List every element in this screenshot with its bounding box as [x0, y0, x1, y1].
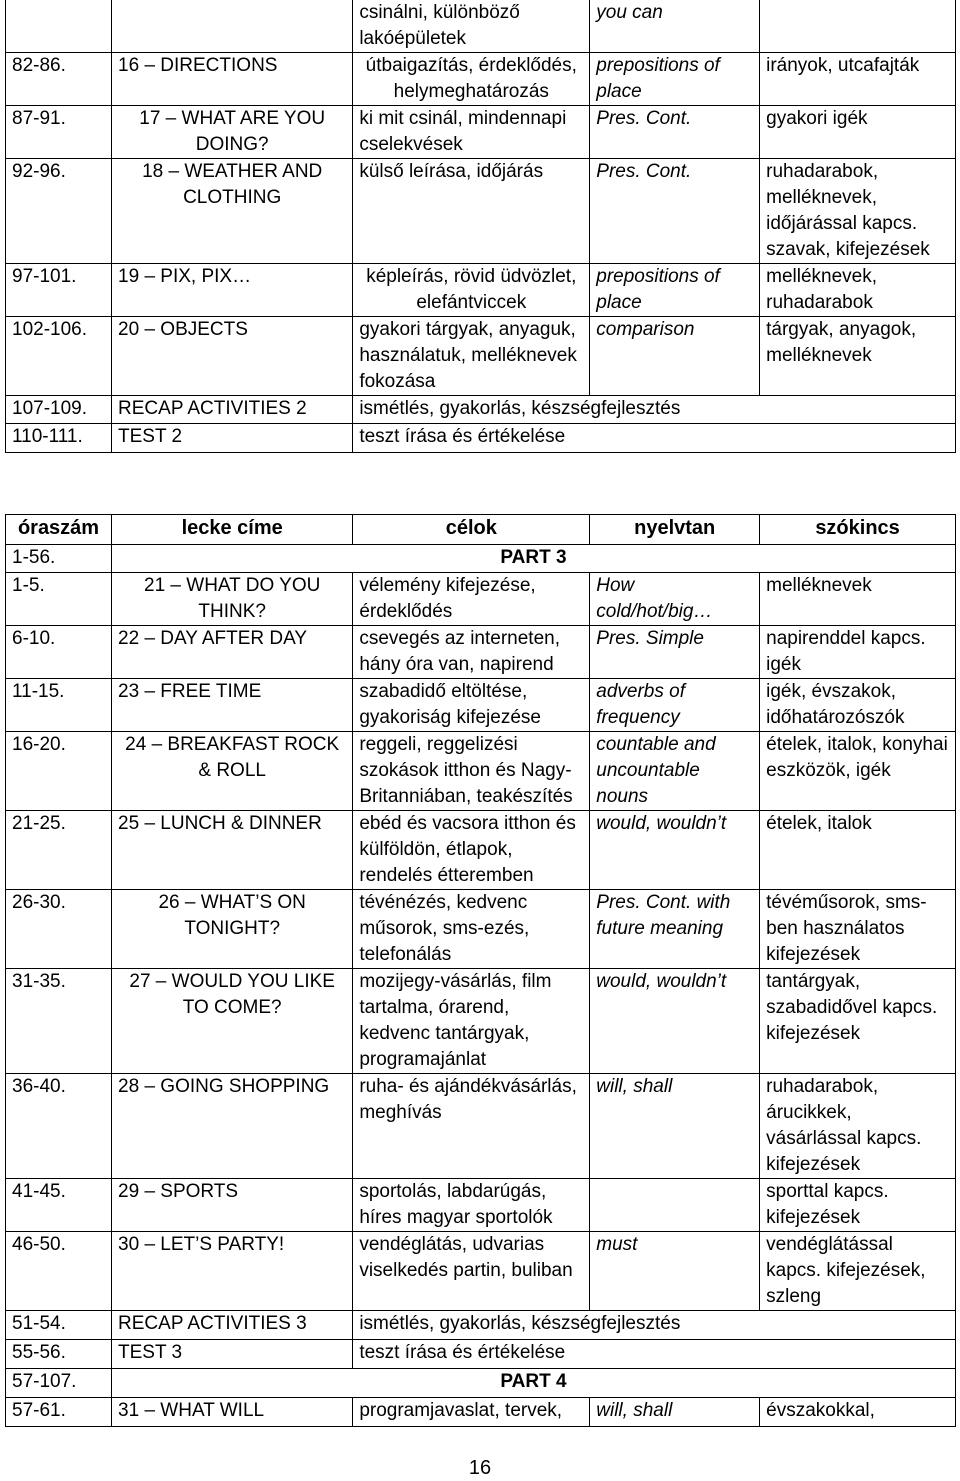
part-row	[6, 1369, 956, 1398]
lesson-title: 23 – FREE TIME	[112, 679, 353, 732]
header-grammar: nyelvtan	[590, 515, 760, 545]
lesson-grammar: Pres. Cont. with future meaning	[590, 890, 760, 969]
lesson-title: 25 – LUNCH & DINNER	[112, 811, 353, 890]
lesson-title: 31 – WHAT WILL	[112, 1398, 353, 1427]
lesson-goals: ki mit csinál, mindennapi cselekvések	[353, 106, 590, 159]
lesson-title: 27 – WOULD YOU LIKE TO COME?	[112, 969, 353, 1074]
lesson-grammar: would, wouldn’t	[590, 969, 760, 1074]
lesson-hours: 21-25.	[6, 811, 112, 890]
table-row	[6, 1074, 956, 1179]
table-row	[6, 396, 956, 424]
lesson-vocab: tantárgyak, szabadidővel kapcs. kifejezések	[760, 969, 956, 1074]
header-goals: célok	[353, 515, 590, 545]
header-hours: óraszám	[6, 515, 112, 545]
lesson-grammar: will, shall	[590, 1398, 760, 1427]
table-row	[6, 811, 956, 890]
lesson-goals: reggeli, reggelizési szokások itthon és Nagy-Britanniában, teakészítés	[353, 732, 590, 811]
lesson-title: 29 – SPORTS	[112, 1179, 353, 1232]
table-row	[6, 573, 956, 626]
lesson-goals: sportolás, labdarúgás, híres magyar sportolók	[353, 1179, 590, 1232]
lesson-hours: 110-111.	[6, 424, 112, 453]
lesson-vocab: irányok, utcafajták	[760, 53, 956, 106]
lesson-hours: 1-5.	[6, 573, 112, 626]
table-row	[6, 317, 956, 396]
lesson-grammar: countable and uncountable nouns	[590, 732, 760, 811]
header-lesson: lecke címe	[112, 515, 353, 545]
lesson-vocab: ételek, italok, konyhai eszközök, igék	[760, 732, 956, 811]
table-row	[6, 1179, 956, 1232]
lesson-goals: képleírás, rövid üdvözlet, elefántviccek	[353, 264, 590, 317]
table-header-row	[6, 515, 956, 545]
lesson-hours: 82-86.	[6, 53, 112, 106]
curriculum-table-part3	[5, 514, 956, 1427]
lesson-vocab: igék, évszakok, időhatározószók	[760, 679, 956, 732]
lesson-goals: külső leírása, időjárás	[353, 159, 590, 264]
lesson-grammar: prepositions of place	[590, 264, 760, 317]
lesson-title: 19 – PIX, PIX…	[112, 264, 353, 317]
part-hours: 57-107.	[6, 1369, 112, 1398]
lesson-grammar: Pres. Cont.	[590, 159, 760, 264]
lesson-grammar: adverbs of frequency	[590, 679, 760, 732]
lesson-vocab: ételek, italok	[760, 811, 956, 890]
lesson-vocab: vendéglátással kapcs. kifejezések, szleng	[760, 1232, 956, 1311]
lesson-grammar: Pres. Cont.	[590, 106, 760, 159]
lesson-vocab: ruhadarabok, árucikkek, vásárlással kapcs. kifejezések	[760, 1074, 956, 1179]
lesson-grammar: Pres. Simple	[590, 626, 760, 679]
table-row	[6, 969, 956, 1074]
table-row	[6, 679, 956, 732]
lesson-title: 26 – WHAT’S ON TONIGHT?	[112, 890, 353, 969]
lesson-vocab: tárgyak, anyagok, melléknevek	[760, 317, 956, 396]
part-row	[6, 545, 956, 573]
table-row	[6, 53, 956, 106]
lesson-grammar: must	[590, 1232, 760, 1311]
lesson-title: 22 – DAY AFTER DAY	[112, 626, 353, 679]
lesson-hours: 41-45.	[6, 1179, 112, 1232]
lesson-hours: 57-61.	[6, 1398, 112, 1427]
lesson-hours: 6-10.	[6, 626, 112, 679]
lesson-goals: teszt írása és értékelése	[353, 424, 956, 453]
lesson-vocab: tévéműsorok, sms-ben használatos kifejezések	[760, 890, 956, 969]
lesson-goals: ruha- és ajándékvásárlás, meghívás	[353, 1074, 590, 1179]
lesson-goals: vélemény kifejezése, érdeklődés	[353, 573, 590, 626]
lesson-hours: 26-30.	[6, 890, 112, 969]
lesson-goals: programjavaslat, tervek,	[353, 1398, 590, 1427]
lesson-title: 18 – WEATHER AND CLOTHING	[112, 159, 353, 264]
lesson-vocab: évszakokkal,	[760, 1398, 956, 1427]
lesson-grammar	[590, 1179, 760, 1232]
lesson-goals: szabadidő eltöltése, gyakoriság kifejezése	[353, 679, 590, 732]
lesson-hours: 16-20.	[6, 732, 112, 811]
lesson-grammar: you can	[590, 0, 760, 53]
lesson-hours: 97-101.	[6, 264, 112, 317]
lesson-title: 20 – OBJECTS	[112, 317, 353, 396]
lesson-hours: 92-96.	[6, 159, 112, 264]
table-row	[6, 424, 956, 453]
lesson-vocab: melléknevek, ruhadarabok	[760, 264, 956, 317]
lesson-title: RECAP ACTIVITIES 3	[112, 1311, 353, 1340]
lesson-goals: ismétlés, gyakorlás, készségfejlesztés	[353, 1311, 956, 1340]
lesson-title: 17 – WHAT ARE YOU DOING?	[112, 106, 353, 159]
table-row	[6, 1232, 956, 1311]
lesson-title: 28 – GOING SHOPPING	[112, 1074, 353, 1179]
lesson-grammar: comparison	[590, 317, 760, 396]
lesson-hours: 31-35.	[6, 969, 112, 1074]
lesson-hours: 107-109.	[6, 396, 112, 424]
lesson-vocab: sporttal kapcs. kifejezések	[760, 1179, 956, 1232]
table-row	[6, 1398, 956, 1427]
lesson-hours: 55-56.	[6, 1340, 112, 1369]
part-label: PART 4	[112, 1369, 956, 1398]
lesson-vocab	[760, 0, 956, 53]
lesson-goals: csinálni, különböző lakóépületek	[353, 0, 590, 53]
lesson-title: 16 – DIRECTIONS	[112, 53, 353, 106]
lesson-hours: 102-106.	[6, 317, 112, 396]
lesson-goals: mozijegy-vásárlás, film tartalma, órarend, kedvenc tantárgyak, programajánlat	[353, 969, 590, 1074]
part-label: PART 3	[112, 545, 956, 573]
lesson-goals: gyakori tárgyak, anyaguk, használatuk, melléknevek fokozása	[353, 317, 590, 396]
lesson-title: TEST 2	[112, 424, 353, 453]
curriculum-table-part2	[5, 0, 956, 453]
lesson-title: TEST 3	[112, 1340, 353, 1369]
lesson-grammar: will, shall	[590, 1074, 760, 1179]
lesson-goals: teszt írása és értékelése	[353, 1340, 956, 1369]
lesson-vocab: gyakori igék	[760, 106, 956, 159]
table-row	[6, 106, 956, 159]
table-row	[6, 0, 956, 53]
lesson-title: 24 – BREAKFAST ROCK & ROLL	[112, 732, 353, 811]
lesson-title: 21 – WHAT DO YOU THINK?	[112, 573, 353, 626]
lesson-hours: 46-50.	[6, 1232, 112, 1311]
lesson-goals: ebéd és vacsora itthon és külföldön, étlapok, rendelés étteremben	[353, 811, 590, 890]
table-row	[6, 732, 956, 811]
header-vocab: szókincs	[760, 515, 956, 545]
lesson-grammar: How cold/hot/big…	[590, 573, 760, 626]
lesson-grammar: prepositions of place	[590, 53, 760, 106]
lesson-goals: vendéglátás, udvarias viselkedés partin, buliban	[353, 1232, 590, 1311]
lesson-hours: 36-40.	[6, 1074, 112, 1179]
lesson-grammar: would, wouldn’t	[590, 811, 760, 890]
table-row	[6, 159, 956, 264]
lesson-hours: 11-15.	[6, 679, 112, 732]
part-hours: 1-56.	[6, 545, 112, 573]
table-row	[6, 264, 956, 317]
table-row	[6, 890, 956, 969]
lesson-hours: 51-54.	[6, 1311, 112, 1340]
lesson-goals: tévénézés, kedvenc műsorok, sms-ezés, telefonálás	[353, 890, 590, 969]
lesson-title: 30 – LET’S PARTY!	[112, 1232, 353, 1311]
lesson-vocab: melléknevek	[760, 573, 956, 626]
lesson-vocab: napirenddel kapcs. igék	[760, 626, 956, 679]
lesson-title	[112, 0, 353, 53]
table-row	[6, 1340, 956, 1369]
table-row	[6, 1311, 956, 1340]
lesson-title: RECAP ACTIVITIES 2	[112, 396, 353, 424]
lesson-hours: 87-91.	[6, 106, 112, 159]
lesson-hours	[6, 0, 112, 53]
lesson-vocab: ruhadarabok, melléknevek, időjárással kapcs. szavak, kifejezések	[760, 159, 956, 264]
lesson-goals: ismétlés, gyakorlás, készségfejlesztés	[353, 396, 956, 424]
table-row	[6, 626, 956, 679]
lesson-goals: útbaigazítás, érdeklődés, helymeghatározás	[353, 53, 590, 106]
lesson-goals: csevegés az interneten, hány óra van, napirend	[353, 626, 590, 679]
page-number: 16	[468, 1457, 492, 1479]
